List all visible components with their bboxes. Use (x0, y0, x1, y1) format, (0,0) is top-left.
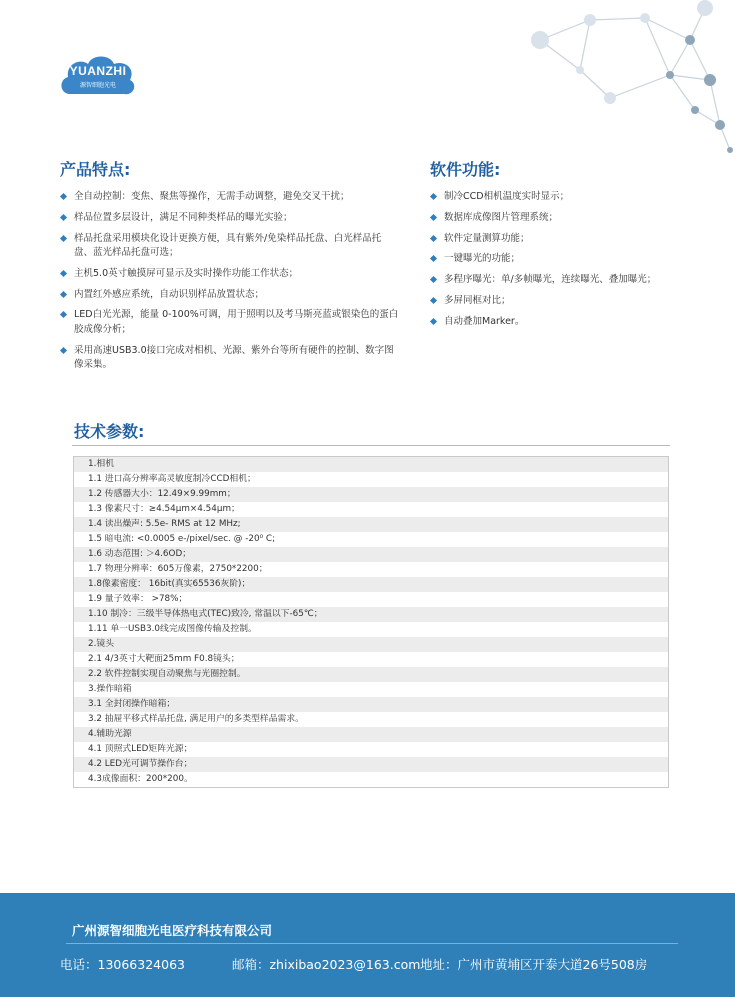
table-row (74, 532, 669, 547)
spec-cell: 4.2 LED光可调节操作台； (74, 757, 669, 772)
feature-item: 主机5.0英寸触摸屏可显示及实时操作功能工作状态； (60, 267, 400, 282)
spec-cell: 3.操作暗箱 (74, 682, 669, 697)
logo-text: YUANZHI (69, 64, 127, 78)
tech-divider (72, 445, 670, 446)
footer (0, 893, 735, 997)
table-row (74, 772, 669, 788)
feature-item: 采用高速USB3.0接口完成对相机、光源、紫外台等所有硬件的控制、数字图像采集。 (60, 344, 400, 373)
table-row (74, 757, 669, 772)
table-row (74, 742, 669, 757)
spec-cell: 1.2 传感器大小：12.49×9.99mm； (74, 487, 669, 502)
logo-subtitle: 源智细胞光电 (79, 82, 116, 89)
features-title: 产品特点: (60, 160, 131, 179)
spec-cell: 1.8像素密度： 16bit(真实65536灰阶)； (74, 577, 669, 592)
feature-item: LED白光光源，能量 0-100%可调，用于照明以及考马斯亮蓝或银染色的蛋白胶成像分析； (60, 308, 400, 337)
spec-cell: 4.1 顶照式LED矩阵光源； (74, 742, 669, 757)
footer-divider (66, 943, 678, 944)
spec-cell: 1.相机 (74, 457, 669, 473)
table-row (74, 472, 669, 487)
table-row (74, 727, 669, 742)
table-row (74, 517, 669, 532)
table-row (74, 592, 669, 607)
spec-cell: 1.7 物理分辨率：605万像素，2750*2200； (74, 562, 669, 577)
footer-email: 邮箱：zhixibao2023@163.com (232, 957, 421, 972)
table-row (74, 682, 669, 697)
table-row (74, 607, 669, 622)
spec-cell: 1.10 制冷：三级半导体热电式(TEC)致冷, 常温以下-65℃； (74, 607, 669, 622)
spec-cell: 1.9 量子效率： >78%； (74, 592, 669, 607)
feature-item: 内置红外感应系统，自动识别样品放置状态； (60, 288, 400, 303)
table-row (74, 622, 669, 637)
spec-cell: 1.3 像素尺寸：≥4.54μm×4.54μm； (74, 502, 669, 517)
spec-cell: 1.4 读出燥声: 5.5e- RMS at 12 MHz; (74, 517, 669, 532)
spec-cell: 1.1 进口高分辨率高灵敏度制冷CCD相机； (74, 472, 669, 487)
footer-address: 地址：广州市黄埔区开泰大道26号508房 (420, 957, 648, 972)
spec-cell: 2.镜头 (74, 637, 669, 652)
spec-cell: 2.2 软件控制实现自动聚焦与光圈控制。 (74, 667, 669, 682)
feature-item: 全自动控制：变焦、聚焦等操作，无需手动调整，避免交叉干扰； (60, 190, 400, 205)
software-title: 软件功能: (430, 160, 501, 179)
software-item: 自动叠加Marker。 (430, 315, 710, 330)
software-item: 制冷CCD相机温度实时显示； (430, 190, 710, 205)
table-row (74, 487, 669, 502)
spec-cell: 1.6 动态范围: ＞4.6OD； (74, 547, 669, 562)
spec-cell: 3.1 全封闭操作暗箱； (74, 697, 669, 712)
spec-cell: 2.1 4/3英寸大靶面25mm F0.8镜头； (74, 652, 669, 667)
feature-item: 样品托盘采用模块化设计更换方便，具有紫外/免染样品托盘、白光样品托盘、蓝光样品托盘可选； (60, 232, 400, 261)
table-row (74, 637, 669, 652)
table-row (74, 562, 669, 577)
spec-cell: 3.2 抽屉平移式样品托盘, 满足用户的多类型样品需求。 (74, 712, 669, 727)
software-item: 一键曝光的功能； (430, 252, 710, 267)
software-item: 数据库成像图片管理系统； (430, 211, 710, 226)
spec-table (73, 456, 669, 788)
table-row (74, 547, 669, 562)
tech-title: 技术参数: (74, 422, 145, 441)
software-item: 多程序曝光：单/多帧曝光，连续曝光、叠加曝光； (430, 273, 710, 288)
software-list (430, 190, 710, 336)
molecule-network-graphic (480, 0, 735, 160)
table-row (74, 652, 669, 667)
spec-cell: 4.3成像面积：200*200。 (74, 772, 669, 788)
footer-company: 广州源智细胞光电医疗科技有限公司 (72, 923, 273, 938)
table-row (74, 457, 669, 473)
software-item: 软件定量测算功能； (430, 232, 710, 247)
table-row (74, 502, 669, 517)
features-list (60, 190, 400, 379)
table-row (74, 697, 669, 712)
footer-phone: 电话：13066324063 (60, 957, 185, 972)
spec-cell: 1.5 暗电流: <0.0005 e-/pixel/sec. @ -20⁰ C; (74, 532, 669, 547)
spec-cell: 4.辅助光源 (74, 727, 669, 742)
software-item: 多屏同框对比； (430, 294, 710, 309)
spec-cell: 1.11 单一USB3.0线完成图像传输及控制。 (74, 622, 669, 637)
table-row (74, 712, 669, 727)
table-row (74, 667, 669, 682)
feature-item: 样品位置多层设计，满足不同种类样品的曝光实验； (60, 211, 400, 226)
company-logo-cloud (58, 50, 138, 106)
table-row (74, 577, 669, 592)
